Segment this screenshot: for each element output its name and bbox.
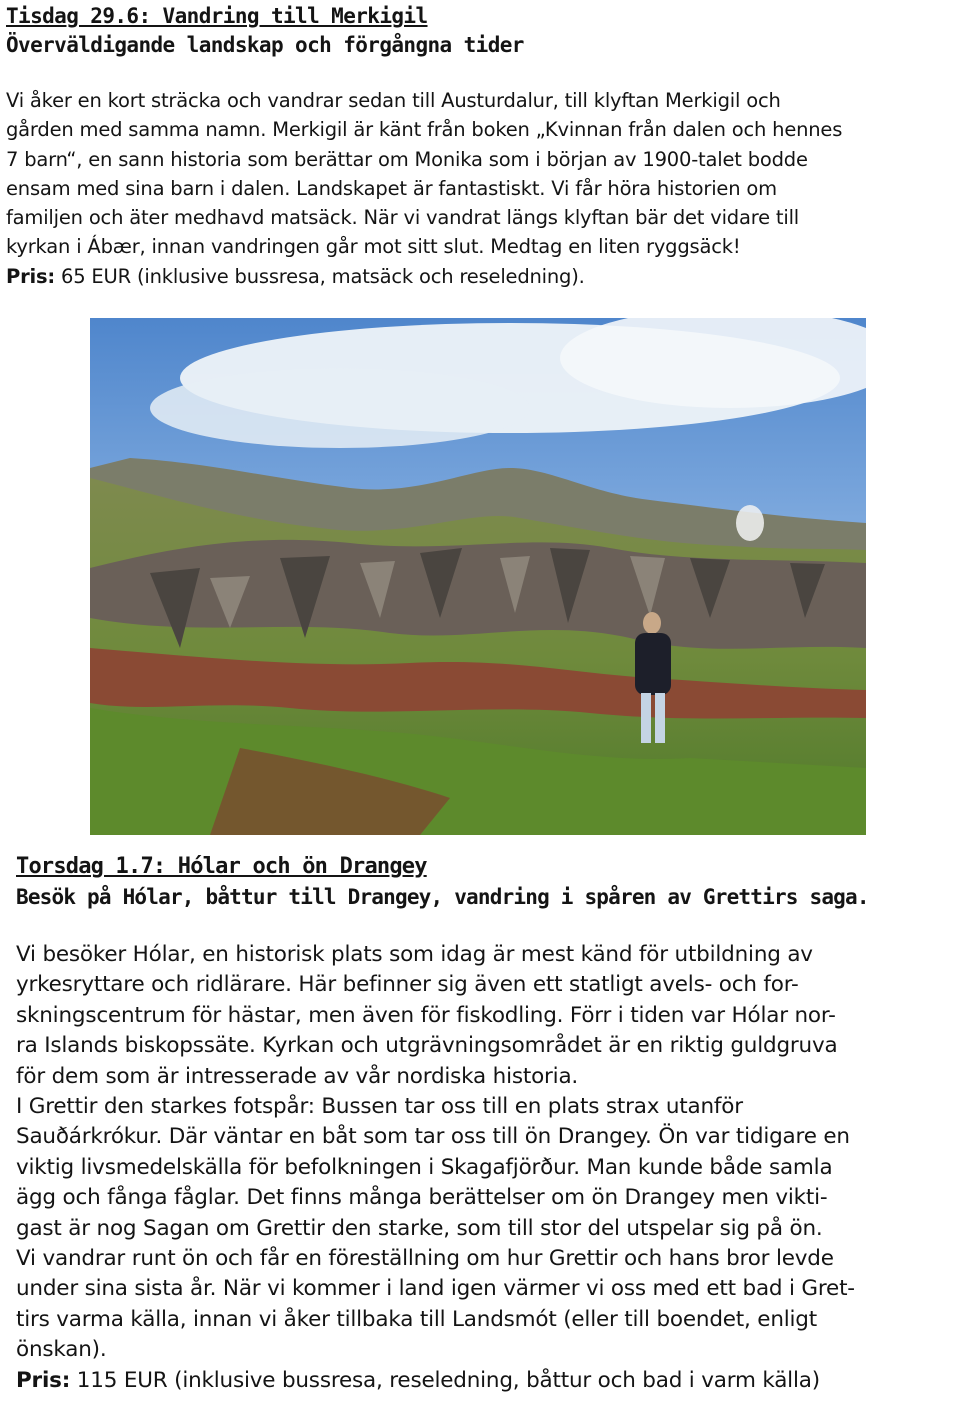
day2-line: för dem som är intresserade av vår nordiska historia. <box>16 1063 579 1089</box>
day2-line: viktig livsmedelskälla för befolkningen i Skagafjörður. Man kunde både samla <box>16 1154 833 1180</box>
day2-line: Vi besöker Hólar, en historisk plats som idag är mest känd för utbildning av <box>16 942 813 967</box>
day2-line: yrkesryttare och ridlärare. Här befinner sig även ett statligt avels- och for- <box>16 972 799 998</box>
day2-line: I Grettir den starkes fotspår: Bussen tar oss till en plats strax utanför <box>16 1094 743 1120</box>
day2-line: skningscentrum för hästar, men även för fiskodling. Förr i tiden var Hólar nor- <box>16 1002 836 1028</box>
day1-line: Vi åker en kort sträcka och vandrar sedan till Austurdalur, till klyftan Merkigil och <box>6 89 781 112</box>
day1-title: Tisdag 29.6: Vandring till Merkigil <box>6 4 428 28</box>
day2-line: önskan). <box>16 1337 107 1363</box>
day2-line: Vi vandrar runt ön och får en föreställning om hur Grettir och hans bror levde <box>16 1246 834 1272</box>
price-label: Pris: <box>6 264 55 288</box>
day2-line: ra Islands biskopssäte. Kyrkan och utgrävningsområdet är en riktig guldgruva <box>16 1033 838 1059</box>
price-text: 65 EUR (inklusive bussresa, matsäck och reseledning). <box>55 264 585 288</box>
day1-section <box>6 2 956 291</box>
day1-line: gården med samma namn. Merkigil är känt från boken „Kvinnan från dalen och hennes <box>6 118 843 142</box>
day2-line: tirs varma källa, innan vi åker tillbaka till Landsmót (eller till boendet, enligt <box>16 1306 817 1332</box>
price-label: Pris: <box>16 1367 71 1393</box>
day2-price <box>16 1366 956 1396</box>
day2-description <box>16 940 956 1396</box>
day1-line: 7 barn“, en sann historia som berättar om Monika som i början av 1900-talet bodde <box>6 147 808 171</box>
price-text: 115 EUR (inklusive bussresa, reseledning, båttur och bad i varm källa) <box>70 1367 820 1393</box>
day2-title: Torsdag 1.7: Hólar och ön Drangey <box>16 854 427 879</box>
day2-line: gast är nog Sagan om Grettir den starke, som till stor del utspelar sig på ön. <box>16 1215 823 1241</box>
day1-line: ensam med sina barn i dalen. Landskapet är fantastiskt. Vi får höra historien om <box>6 176 777 200</box>
day1-subtitle: Överväldigande landskap och förgångna tider <box>6 33 524 57</box>
day2-line: under sina sista år. När vi kommer i land igen värmer vi oss med ett bad i Gret- <box>16 1276 855 1302</box>
landscape-photo <box>90 318 866 835</box>
day1-line: kyrkan i Ábær, innan vandringen går mot sitt slut. Medtag en liten ryggsäck! <box>6 235 741 259</box>
day2-line: ägg och fånga fåglar. Det finns många berättelser om ön Drangey men vikti- <box>16 1185 828 1211</box>
day2-section <box>16 852 956 1396</box>
day2-line: Sauðárkrókur. Där väntar en båt som tar oss till ön Drangey. Ön var tidigare en <box>16 1124 850 1150</box>
day1-price <box>6 262 956 291</box>
day1-description <box>6 86 956 291</box>
day1-line: familjen och äter medhavd matsäck. När vi vandrat längs klyftan bär det vidare till <box>6 206 800 230</box>
day2-subtitle: Besök på Hólar, båttur till Drangey, vandring i spåren av Grettirs saga. <box>16 885 869 909</box>
